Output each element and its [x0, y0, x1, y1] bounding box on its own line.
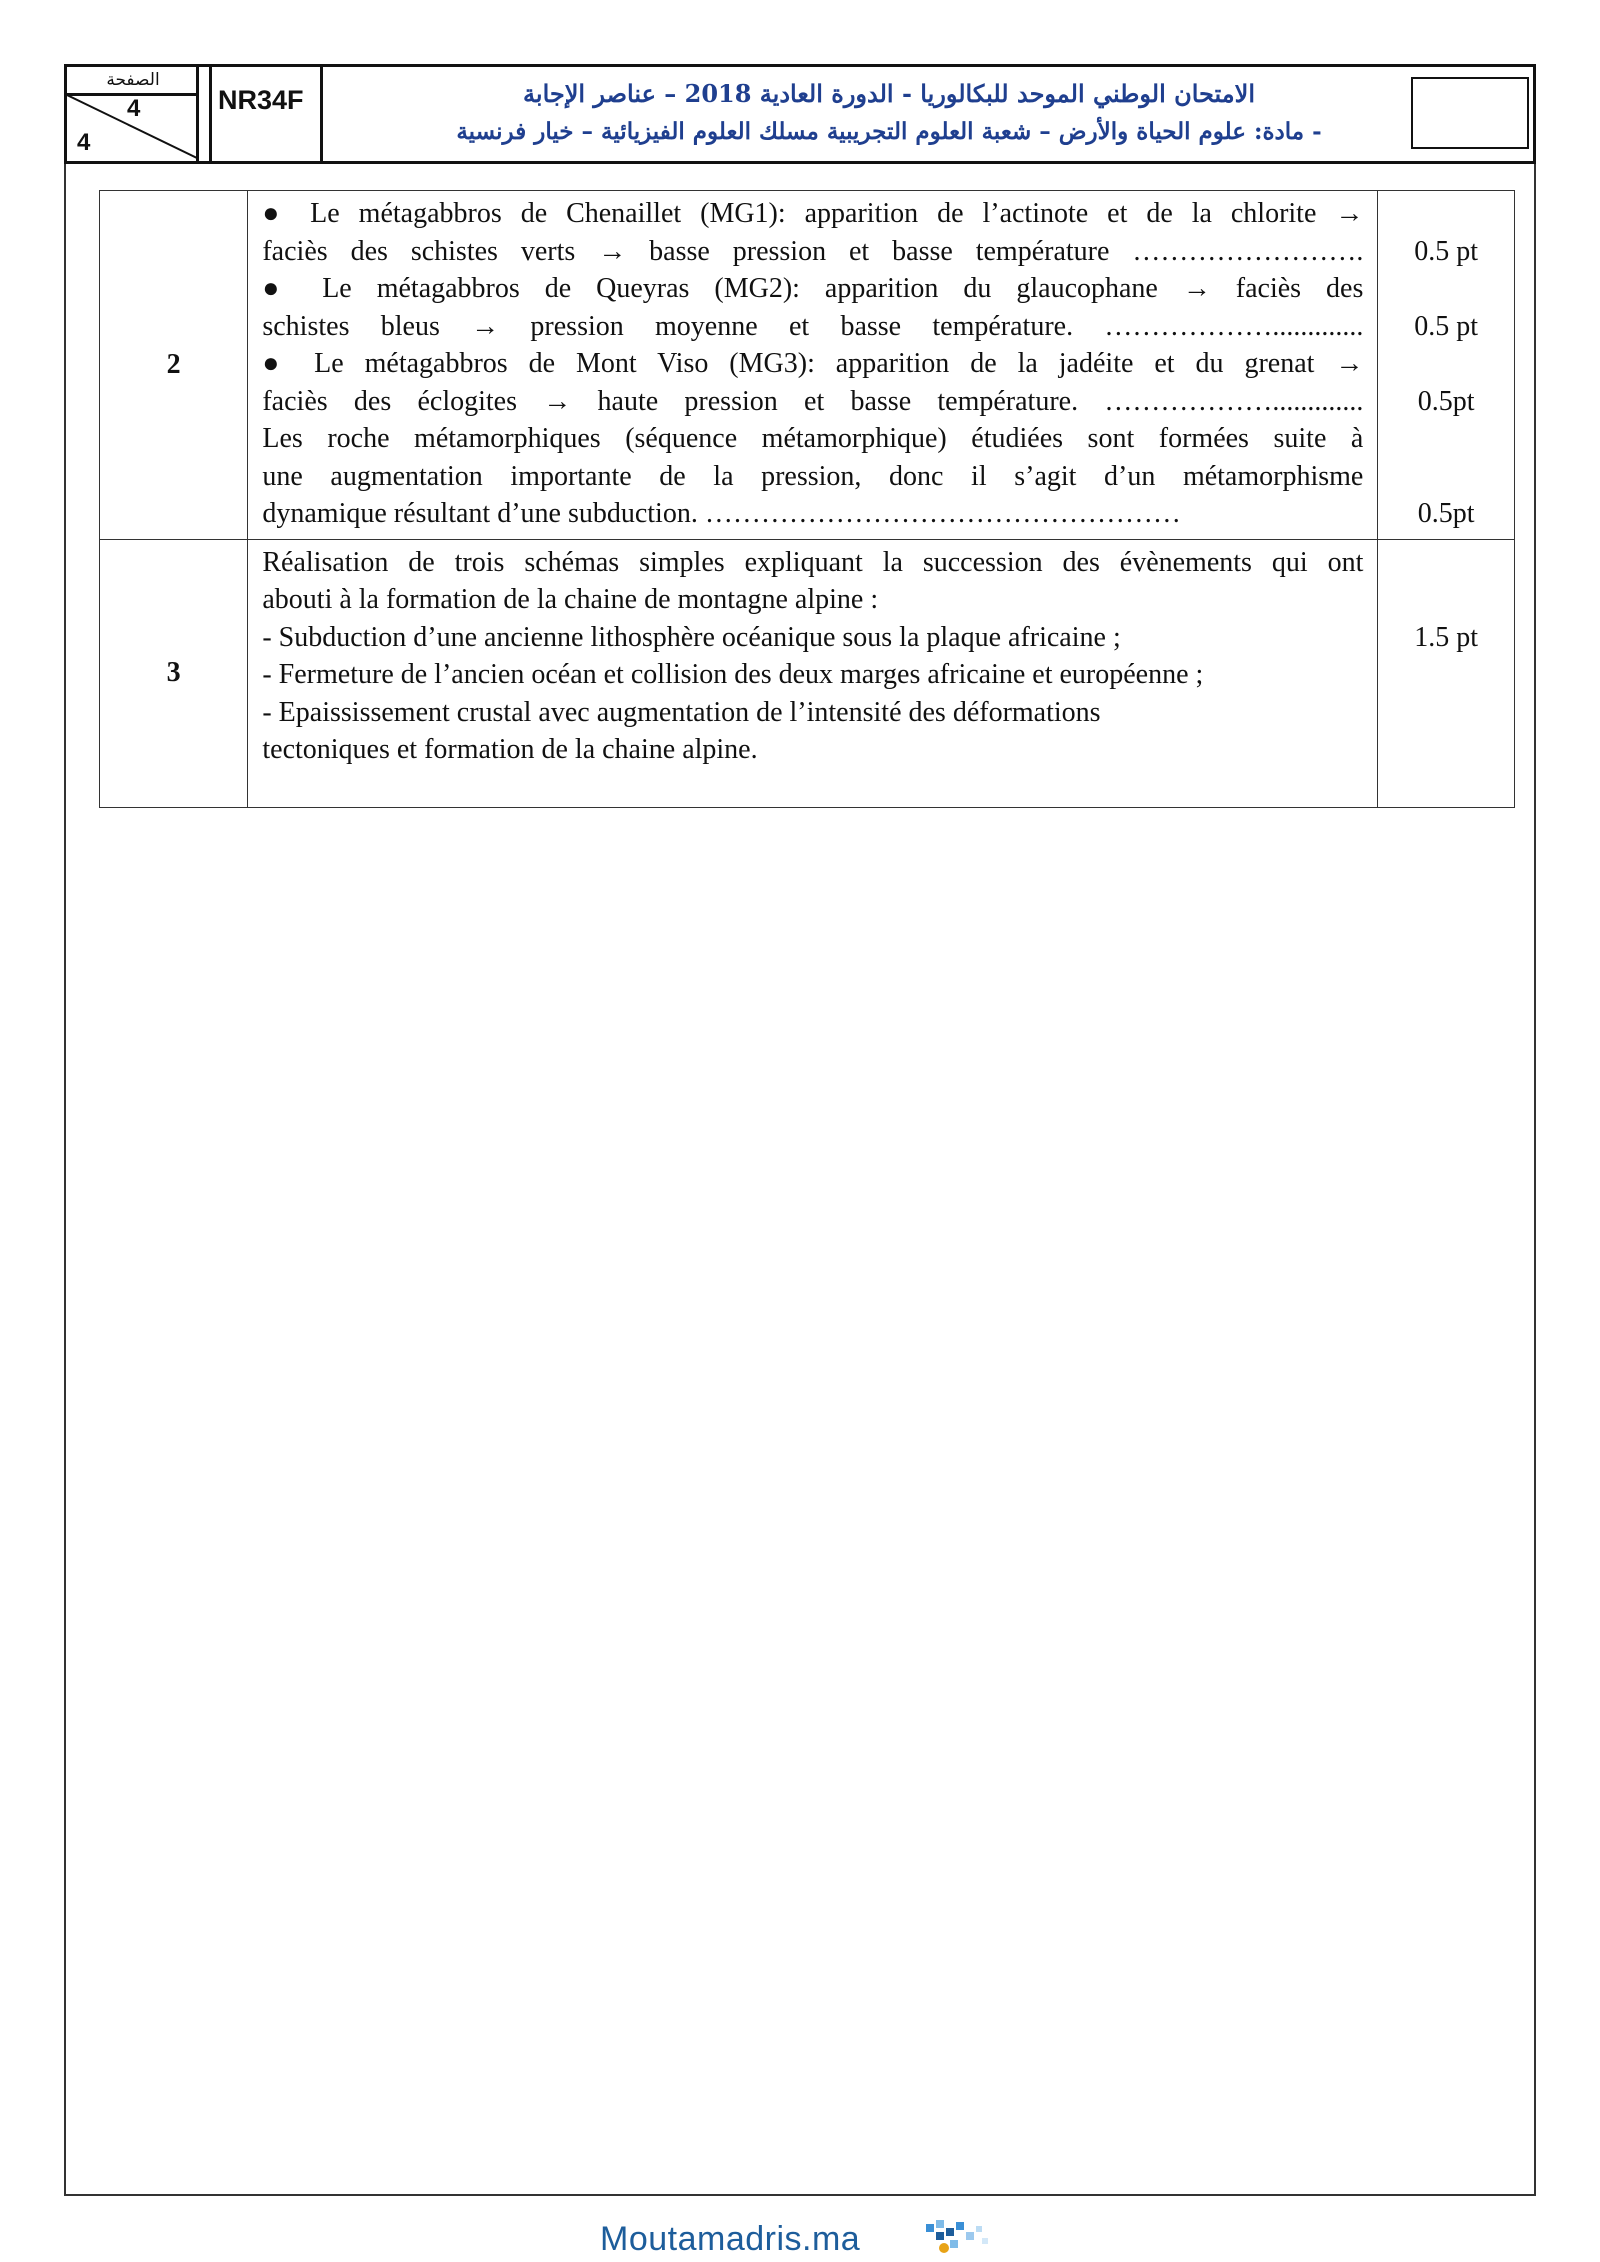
answer-line: ● Le métagabbros de Mont Viso (MG3): apparition de la jadéite et du grenat → [262, 348, 1364, 379]
page-number: 4 [127, 95, 141, 122]
answer-line: - Epaississement crustal avec augmentation de l’intensité des déformations [262, 696, 1101, 728]
answer-line: faciès des éclogites → haute pression et basse température. ………………............. [262, 385, 1364, 417]
blank-box [1411, 77, 1529, 149]
answer-table [99, 190, 1515, 808]
points-value [1378, 420, 1514, 458]
answer-content [248, 191, 1378, 540]
header-titles [329, 67, 1449, 161]
table-row [100, 539, 1515, 807]
answer-line: - Fermeture de l’ancien océan et collision des deux marges africaine et européenne ; [262, 659, 1204, 690]
exam-title: الامتحان الوطني الموحد للبكالوريا - الدورة العادية 2018 – عناصر الإجابة [523, 79, 1255, 108]
brand-logo-icon [922, 2218, 1002, 2258]
points-cell [1378, 191, 1515, 540]
answer-line: faciès des schistes verts → basse pression et basse température ……………………. [262, 235, 1364, 267]
points-value: 1.5 pt [1414, 621, 1479, 653]
answer-line: ● Le métagabbros de Queyras (MG2): apparition du glaucophane → faciès des [262, 273, 1364, 304]
points-cell [1378, 539, 1515, 807]
points-value: 0.5pt [1417, 498, 1475, 529]
answer-line: Les roche métamorphiques (séquence métamorphique) étudiées sont formées suite à [262, 423, 1364, 454]
points-value: 0.5 pt [1414, 235, 1479, 267]
answer-line: schistes bleus → pression moyenne et basse température. ………………............. [262, 310, 1364, 342]
page-footer [600, 2218, 1020, 2258]
points-value [1378, 544, 1514, 582]
page-header [64, 64, 1536, 164]
brand-link[interactable]: Moutamadris.ma [600, 2220, 861, 2258]
points-value [1378, 195, 1514, 233]
points-value [1378, 345, 1514, 383]
exam-subtitle: - مادة: علوم الحياة والأرض – شعبة العلوم التجريبية مسلك العلوم الفيزيائية – خيار فرنسية [456, 118, 1322, 145]
answer-line: une augmentation importante de la pression, donc il s’agit d’un métamorphisme [262, 460, 1364, 492]
answer-line: abouti à la formation de la chaine de montagne alpine : [262, 584, 879, 615]
answer-line: - Subduction d’une ancienne lithosphère océanique sous la plaque africaine ; [262, 621, 1121, 653]
points-value [1378, 458, 1514, 496]
exam-code: NR34F [209, 67, 323, 161]
answer-line: tectoniques et formation de la chaine alpine. [262, 734, 758, 765]
answer-content [248, 539, 1378, 807]
points-value: 0.5pt [1417, 385, 1475, 417]
points-value: 0.5 pt [1414, 310, 1479, 342]
answer-line: Réalisation de trois schémas simples expliquant la succession des évènements qui ont [262, 546, 1364, 578]
answer-line: ● Le métagabbros de Chenaillet (MG1): apparition de l’actinote et de la chlorite → [262, 198, 1364, 229]
page-label: الصفحة [67, 69, 199, 96]
points-value [1378, 270, 1514, 308]
question-number: 3 [100, 539, 248, 807]
question-number: 2 [100, 191, 248, 540]
points-value [1378, 581, 1514, 619]
answer-line: dynamique résultant d’une subduction. …………………………………………… [262, 498, 1181, 529]
page-number-box [67, 67, 199, 161]
table-row [100, 191, 1515, 540]
page-total: 4 [77, 129, 91, 156]
